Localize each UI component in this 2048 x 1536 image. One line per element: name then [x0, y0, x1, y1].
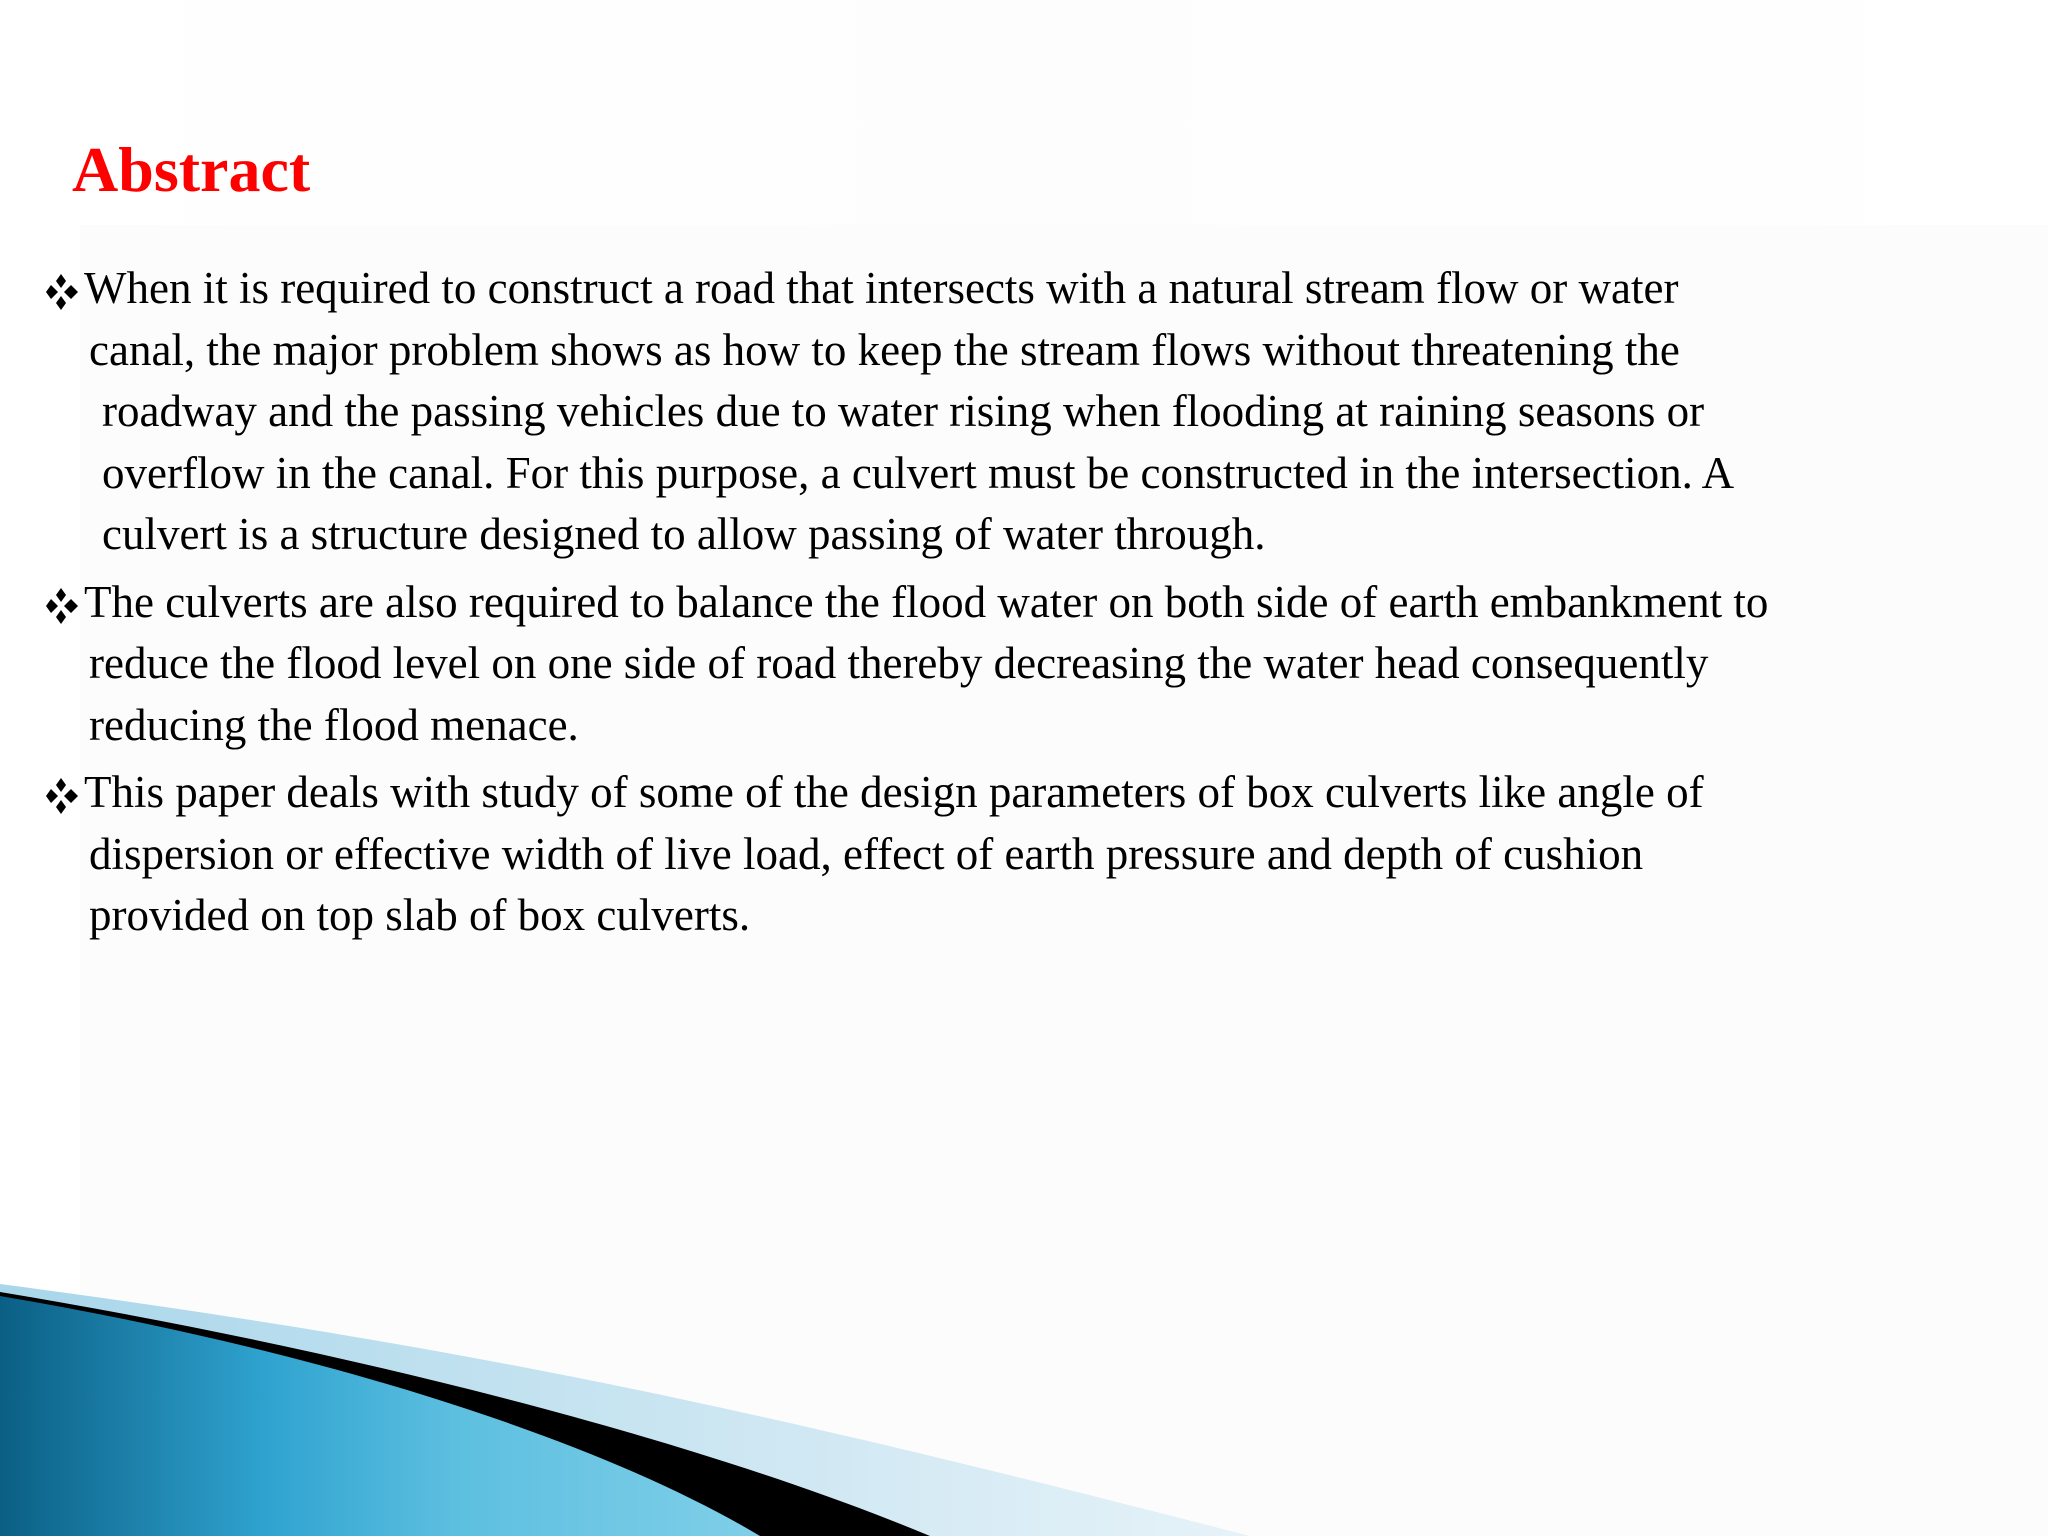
bullet-line: canal, the major problem shows as how to keep the stream flows without threatening the	[89, 324, 1680, 375]
bullet-line: roadway and the passing vehicles due to water rising when flooding at raining seasons or	[102, 386, 1705, 436]
four-diamond-bullet-icon	[40, 776, 82, 816]
bullet-line: reduce the flood level on one side of road thereby decreasing the water head consequently	[89, 638, 1709, 688]
four-diamond-bullet-icon	[40, 272, 82, 312]
slide-title: Abstract	[72, 134, 311, 205]
bullet-item	[40, 762, 1768, 947]
bullet-line: culvert is a structure designed to allow passing of water through.	[102, 509, 1266, 559]
bullet-line: reducing the flood menace.	[89, 699, 579, 750]
bullet-line: The culverts are also required to balance the flood water on both side of earth embankment to	[84, 576, 1769, 627]
four-diamond-bullet-icon	[40, 586, 82, 626]
bullet-line: This paper deals with study of some of the design parameters of box culverts like angle of	[84, 767, 1704, 817]
bullet-list	[40, 258, 1768, 953]
bullet-item	[40, 258, 1768, 566]
bullet-line: dispersion or effective width of live load, effect of earth pressure and depth of cushion	[89, 828, 1644, 879]
bullet-line: When it is required to construct a road that intersects with a natural stream flow or water	[84, 263, 1679, 313]
bullet-line: overflow in the canal. For this purpose, a culvert must be constructed in the intersection. A	[102, 447, 1735, 498]
bullet-item	[40, 572, 1768, 757]
bullet-line: provided on top slab of box culverts.	[89, 890, 751, 940]
